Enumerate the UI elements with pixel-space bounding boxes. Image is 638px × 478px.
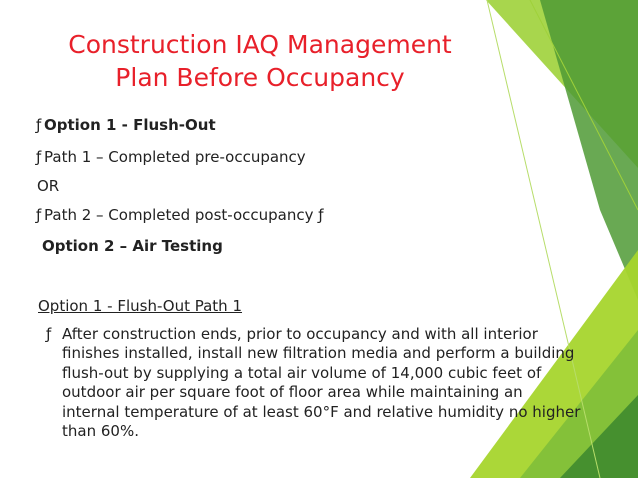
title-line-2: Plan Before Occupancy bbox=[115, 63, 405, 92]
slide-title bbox=[40, 28, 480, 94]
subheading: Option 1 - Flush-Out Path 1 bbox=[38, 297, 243, 315]
green-shape-right-dark bbox=[540, 0, 638, 300]
path-2-line: Path 2 – Completed post-occupancy ƒ bbox=[44, 206, 324, 224]
bullet-glyph: ƒ bbox=[46, 325, 52, 343]
option-2-heading: Option 2 – Air Testing bbox=[42, 237, 223, 255]
title-line-1: Construction IAQ Management bbox=[68, 30, 452, 59]
body-paragraph: After construction ends, prior to occupancy and with all interior finishes installed, install new filtration media and perform a building flush-out by supplying a total air volume of 14,000 cubic feet of outdoor air per square foot of floor area while maintaining an internal temperature of at least 60°F and relative humidity no higher than 60%. bbox=[62, 325, 581, 441]
option-1-heading: Option 1 - Flush-Out bbox=[44, 116, 216, 134]
bullet-glyph: ƒ bbox=[36, 116, 42, 134]
bullet-glyph: ƒ bbox=[36, 148, 42, 166]
path-1-line: Path 1 – Completed pre-occupancy bbox=[44, 148, 306, 166]
bullet-glyph: ƒ bbox=[36, 206, 42, 224]
or-line: OR bbox=[37, 177, 60, 195]
